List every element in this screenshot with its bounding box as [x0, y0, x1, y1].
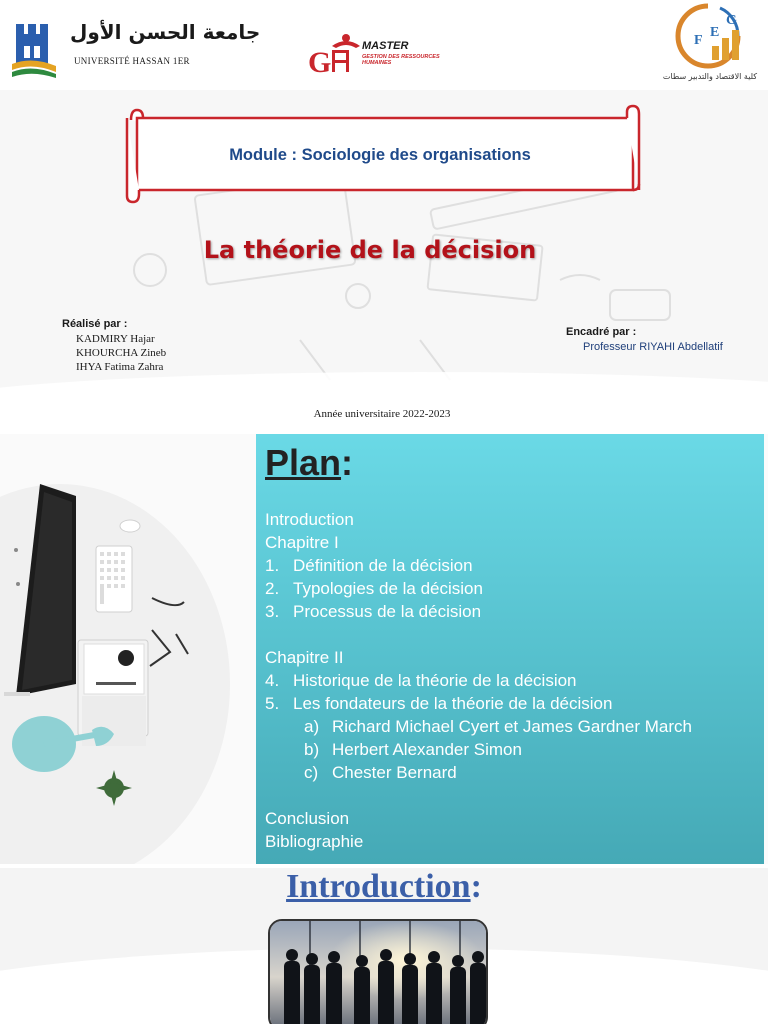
feg-letter-g: G [726, 13, 737, 28]
university-arabic-name: جامعة الحسن الأول [70, 20, 261, 44]
svg-text:G: G [308, 46, 332, 78]
plan-panel [256, 434, 764, 864]
presentation-title: La théorie de la décision [203, 236, 537, 264]
feg-faculty-logo [660, 0, 760, 90]
plan-item-number: 2. [265, 579, 280, 598]
plan-outline [265, 508, 760, 853]
plan-slide [0, 434, 768, 864]
faculty-arabic-name: كلية الاقتصاد والتدبير سطات [662, 72, 758, 81]
plan-item-number: 5. [265, 694, 280, 713]
plan-item [265, 646, 760, 669]
plan-item-number: b) [304, 740, 320, 759]
plan-item-number: a) [304, 717, 320, 736]
cover-slide [0, 0, 768, 430]
introduction-title: Introduction: [286, 868, 482, 905]
plan-item-text: Introduction [265, 510, 354, 529]
plan-item [265, 692, 760, 715]
plan-item-text: Conclusion [265, 809, 350, 828]
plan-item-text: Chapitre I [265, 533, 339, 552]
grh-emblem-icon [306, 32, 364, 78]
feg-letter-f: F [694, 33, 703, 48]
workspace-desk-image [0, 434, 256, 864]
master-subtitle: GESTION DES RESSOURCES HUMAINES [362, 54, 440, 66]
team-silhouette-photo [268, 919, 488, 1024]
plan-item-number: c) [304, 763, 319, 782]
plan-spacer [265, 784, 760, 807]
plan-item-text: Typologies de la décision [293, 579, 483, 598]
plan-item [265, 807, 760, 830]
plan-item [265, 761, 760, 784]
plan-item-text: Historique de la théorie de la décision [293, 671, 577, 690]
master-grh-logo [306, 30, 456, 80]
plan-spacer [265, 623, 760, 646]
plan-item-number: 1. [265, 556, 280, 575]
plan-item [265, 715, 760, 738]
plan-item-text: Les fondateurs de la théorie de la décision [293, 694, 613, 713]
plan-item-text: Herbert Alexander Simon [332, 740, 522, 759]
plan-item [265, 830, 760, 853]
plan-item [265, 738, 760, 761]
plan-item-text: Chester Bernard [332, 763, 457, 782]
plan-item-number: 4. [265, 671, 280, 690]
plan-item-text: Définition de la décision [293, 556, 473, 575]
university-emblem-icon [12, 20, 64, 80]
encadre-par-label: Encadré par : [566, 326, 637, 338]
plan-item-text: Processus de la décision [293, 602, 482, 621]
realise-par-label: Réalisé par : [62, 318, 128, 330]
plan-item [265, 577, 760, 600]
university-latin-name: UNIVERSITÉ HASSAN 1ER [74, 56, 190, 66]
plan-item [265, 508, 760, 531]
universite-hassan-logo [12, 18, 261, 82]
plan-item [265, 554, 760, 577]
author-name: KADMIRY Hajar [76, 333, 155, 345]
supervisor-name: Professeur RIYAHI Abdellatif [583, 341, 723, 353]
plan-item-text: Richard Michael Cyert et James Gardner March [332, 717, 692, 736]
introduction-slide [0, 868, 768, 1024]
plan-item-text: Chapitre II [265, 648, 344, 667]
master-label: MASTER [362, 40, 409, 52]
feg-emblem-icon [660, 0, 760, 72]
author-name: IHYA Fatima Zahra [76, 361, 164, 373]
academic-year: Année universitaire 2022-2023 [313, 408, 451, 420]
feg-letter-e: E [710, 25, 720, 40]
plan-item [265, 600, 760, 623]
author-name: KHOURCHA Zineb [76, 347, 167, 359]
plan-title: Plan: [265, 442, 354, 483]
module-title: Module : Sociologie des organisations [229, 146, 531, 164]
plan-item-text: Bibliographie [265, 832, 364, 851]
plan-item-number: 3. [265, 602, 280, 621]
plan-item [265, 531, 760, 554]
plan-item [265, 669, 760, 692]
